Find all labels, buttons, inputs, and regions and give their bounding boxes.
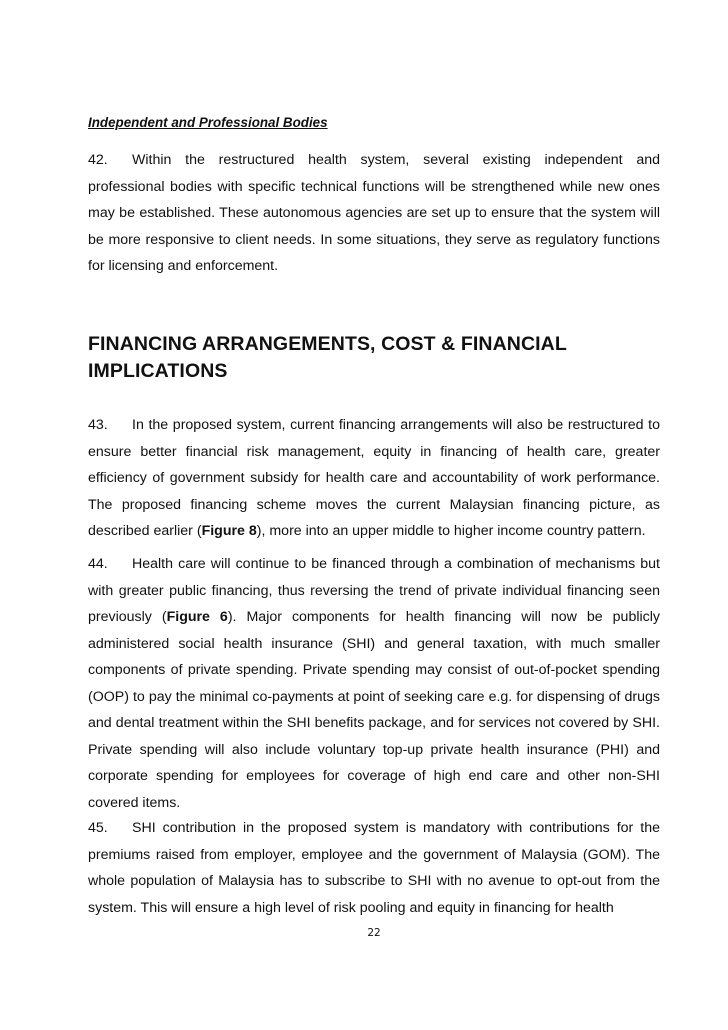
paragraph-number: 45. (88, 820, 108, 836)
paragraph-42 (88, 147, 660, 280)
paragraph-44 (88, 551, 660, 816)
paragraph-text: Within the restructured health system, several existing independent and professional bodies with specific technical functions will be strengthened while new ones may be established. These autonomous agencies are set up to ensure that the system will be more responsive to client needs. In some situations, they serve as regulatory functions for licensing and enforcement. (88, 152, 660, 274)
paragraph-number: 42. (88, 152, 108, 168)
paragraph-text: Health care will continue to be financed through a combination of mechanisms but with greater public financing, thus reversing the trend of private individual financing seen previously ( (88, 556, 660, 625)
section-heading: FINANCING ARRANGEMENTS, COST & FINANCIAL IMPLICATIONS (88, 333, 567, 382)
paragraph-43 (88, 412, 660, 545)
paragraph-number: 44. (88, 556, 108, 572)
paragraph-text: ). Major components for health financing will now be publicly administered social health insurance (SHI) and general taxation, with much smaller components of private spending. Private spending may consist of out-of-pocket spending (OOP) to pay the minimal co-payments at point of seeking care e.g. for dispensing of drugs and dental treatment within the SHI benefits package, and for services not covered by SHI. Private spending will also include voluntary top-up private health insurance (PHI) and corporate spending for employees for coverage of high end care and other non-SHI covered items. (88, 609, 660, 811)
page-number: 22 (367, 927, 381, 939)
paragraph-number: 43. (88, 417, 108, 433)
paragraph-text: ), more into an upper middle to higher income country pattern. (256, 523, 646, 539)
paragraph-45 (88, 815, 660, 921)
figure-reference: Figure 8 (201, 523, 257, 539)
figure-reference: Figure 6 (166, 609, 228, 625)
paragraph-text: SHI contribution in the proposed system is mandatory with contributions for the premiums raised from employer, employee and the government of Malaysia (GOM). The whole population of Malaysia has to subscribe to SHI with no avenue to opt-out from the system. This will ensure a high level of risk pooling and equity in financing for health (88, 820, 660, 916)
section-subheading: Independent and Professional Bodies (88, 115, 328, 130)
paragraph-text: In the proposed system, current financing arrangements will also be restructured to ensure better financial risk management, equity in financing of health care, greater efficiency of government subsidy for health care and accountability of work performance. The proposed financing scheme moves the current Malaysian financing picture, as described earlier ( (88, 417, 660, 539)
